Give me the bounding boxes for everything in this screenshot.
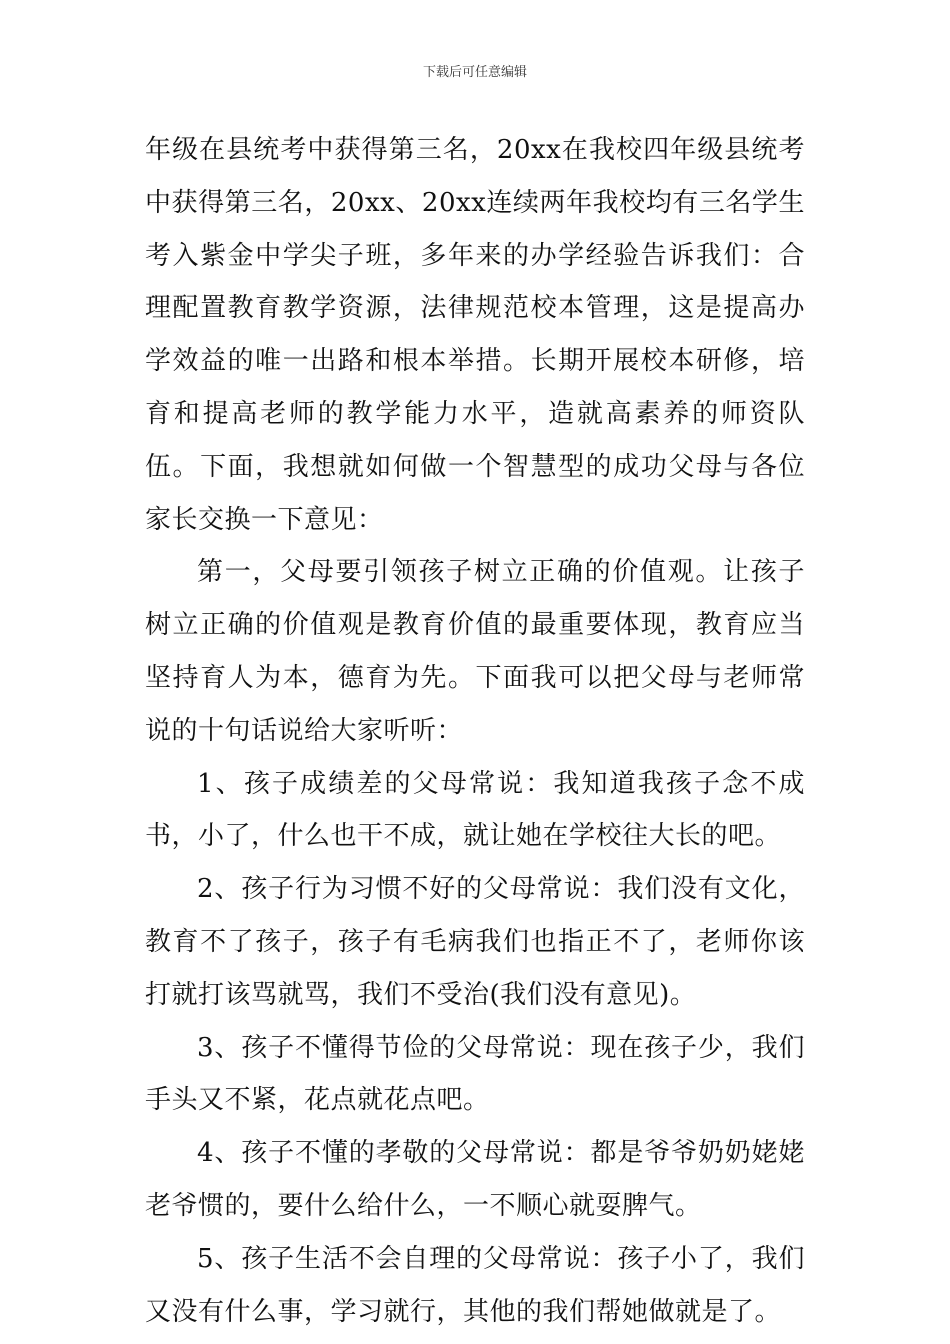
paragraph-item-3: 3、孩子不懂得节俭的父母常说：现在孩子少，我们手头又不紧，花点就花点吧。: [145, 1032, 805, 1116]
paragraph-item-2: 2、孩子行为习惯不好的父母常说：我们没有文化，教育不了孩子，孩子有毛病我们也指正不了，老师你该打就打该骂就骂，我们不受治(我们没有意见)。: [145, 874, 805, 1010]
paragraph-item-1: 1、孩子成绩差的父母常说：我知道我孩子念不成书，小了，什么也干不成，就让她在学校往大长的吧。: [145, 768, 805, 852]
paragraph-item-4: 4、孩子不懂的孝敬的父母常说：都是爷爷奶奶姥姥老爷惯的，要什么给什么，一不顺心就耍脾气。: [145, 1138, 805, 1221]
document-body: [145, 124, 805, 1338]
page-header-note: 下载后可任意编辑: [422, 65, 527, 80]
paragraph-item-5: 5、孩子生活不会自理的父母常说：孩子小了，我们又没有什么事，学习就行，其他的我们帮她做就是了。: [145, 1243, 805, 1327]
paragraph-values: 第一，父母要引领孩子树立正确的价值观。让孩子树立正确的价值观是教育价值的最重要体现，教育应当坚持育人为本，德育为先。下面我可以把父母与老师常说的十句话说给大家听听：: [145, 557, 805, 746]
paragraph-continuation: 年级在县统考中获得第三名，20xx在我校四年级县统考中获得第三名，20xx、20xx连续两年我校均有三名学生考入紫金中学尖子班，多年来的办学经验告诉我们：合理配置教育教学资源，法律规范校本管理，这是提高办学效益的唯一出路和根本举措。长期开展校本研修，培育和提高老师的教学能力水平，造就高素养的师资队伍。下面，我想就如何做一个智慧型的成功父母与各位家长交换一下意见：: [145, 135, 805, 535]
